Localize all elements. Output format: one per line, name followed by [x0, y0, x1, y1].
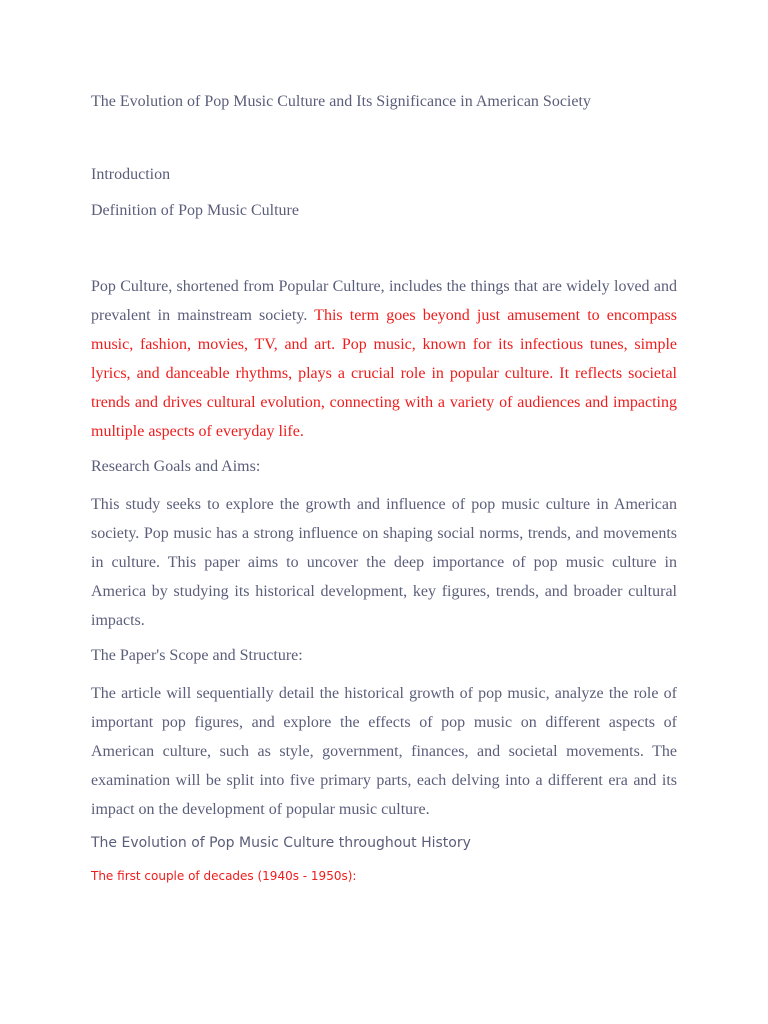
definition-highlighted-text: This term goes beyond just amusement to encompass music, fashion, movies, TV, and art. Pop music, known for its infectious tunes, simple lyrics, and danceable rhythms, plays a crucial role in popular culture. It reflects societal trends and drives cultural evolution, connecting with a variety of audiences and impacting multiple aspects of everyday life. [91, 307, 677, 440]
scope-heading: The Paper's Scope and Structure: [91, 647, 303, 664]
era-subheading: The first couple of decades (1940s - 1950s): [91, 869, 357, 883]
research-heading: Research Goals and Aims: [91, 458, 261, 475]
definition-plain-text: Pop Culture, shortened from Popular Culture, includes the things that are widely loved and prevalent in mainstream society. [91, 278, 677, 324]
history-heading: The Evolution of Pop Music Culture throughout History [91, 835, 471, 851]
definition-heading: Definition of Pop Music Culture [91, 202, 299, 219]
document-title: The Evolution of Pop Music Culture and Its Significance in American Society [91, 93, 591, 110]
scope-paragraph: The article will sequentially detail the historical growth of pop music, analyze the role of important pop figures, and explore the effects of pop music on different aspects of American culture, such as style, government, finances, and societal movements. The examination will be split into five primary parts, each delving into a different era and its impact on the development of popular music culture. [91, 685, 677, 818]
research-paragraph: This study seeks to explore the growth and influence of pop music culture in American society. Pop music has a strong influence on shaping social norms, trends, and movements in culture. This paper aims to uncover the deep importance of pop music culture in America by studying its historical development, key figures, trends, and broader cultural impacts. [91, 496, 677, 629]
introduction-heading: Introduction [91, 166, 171, 183]
definition-paragraph [91, 272, 677, 446]
